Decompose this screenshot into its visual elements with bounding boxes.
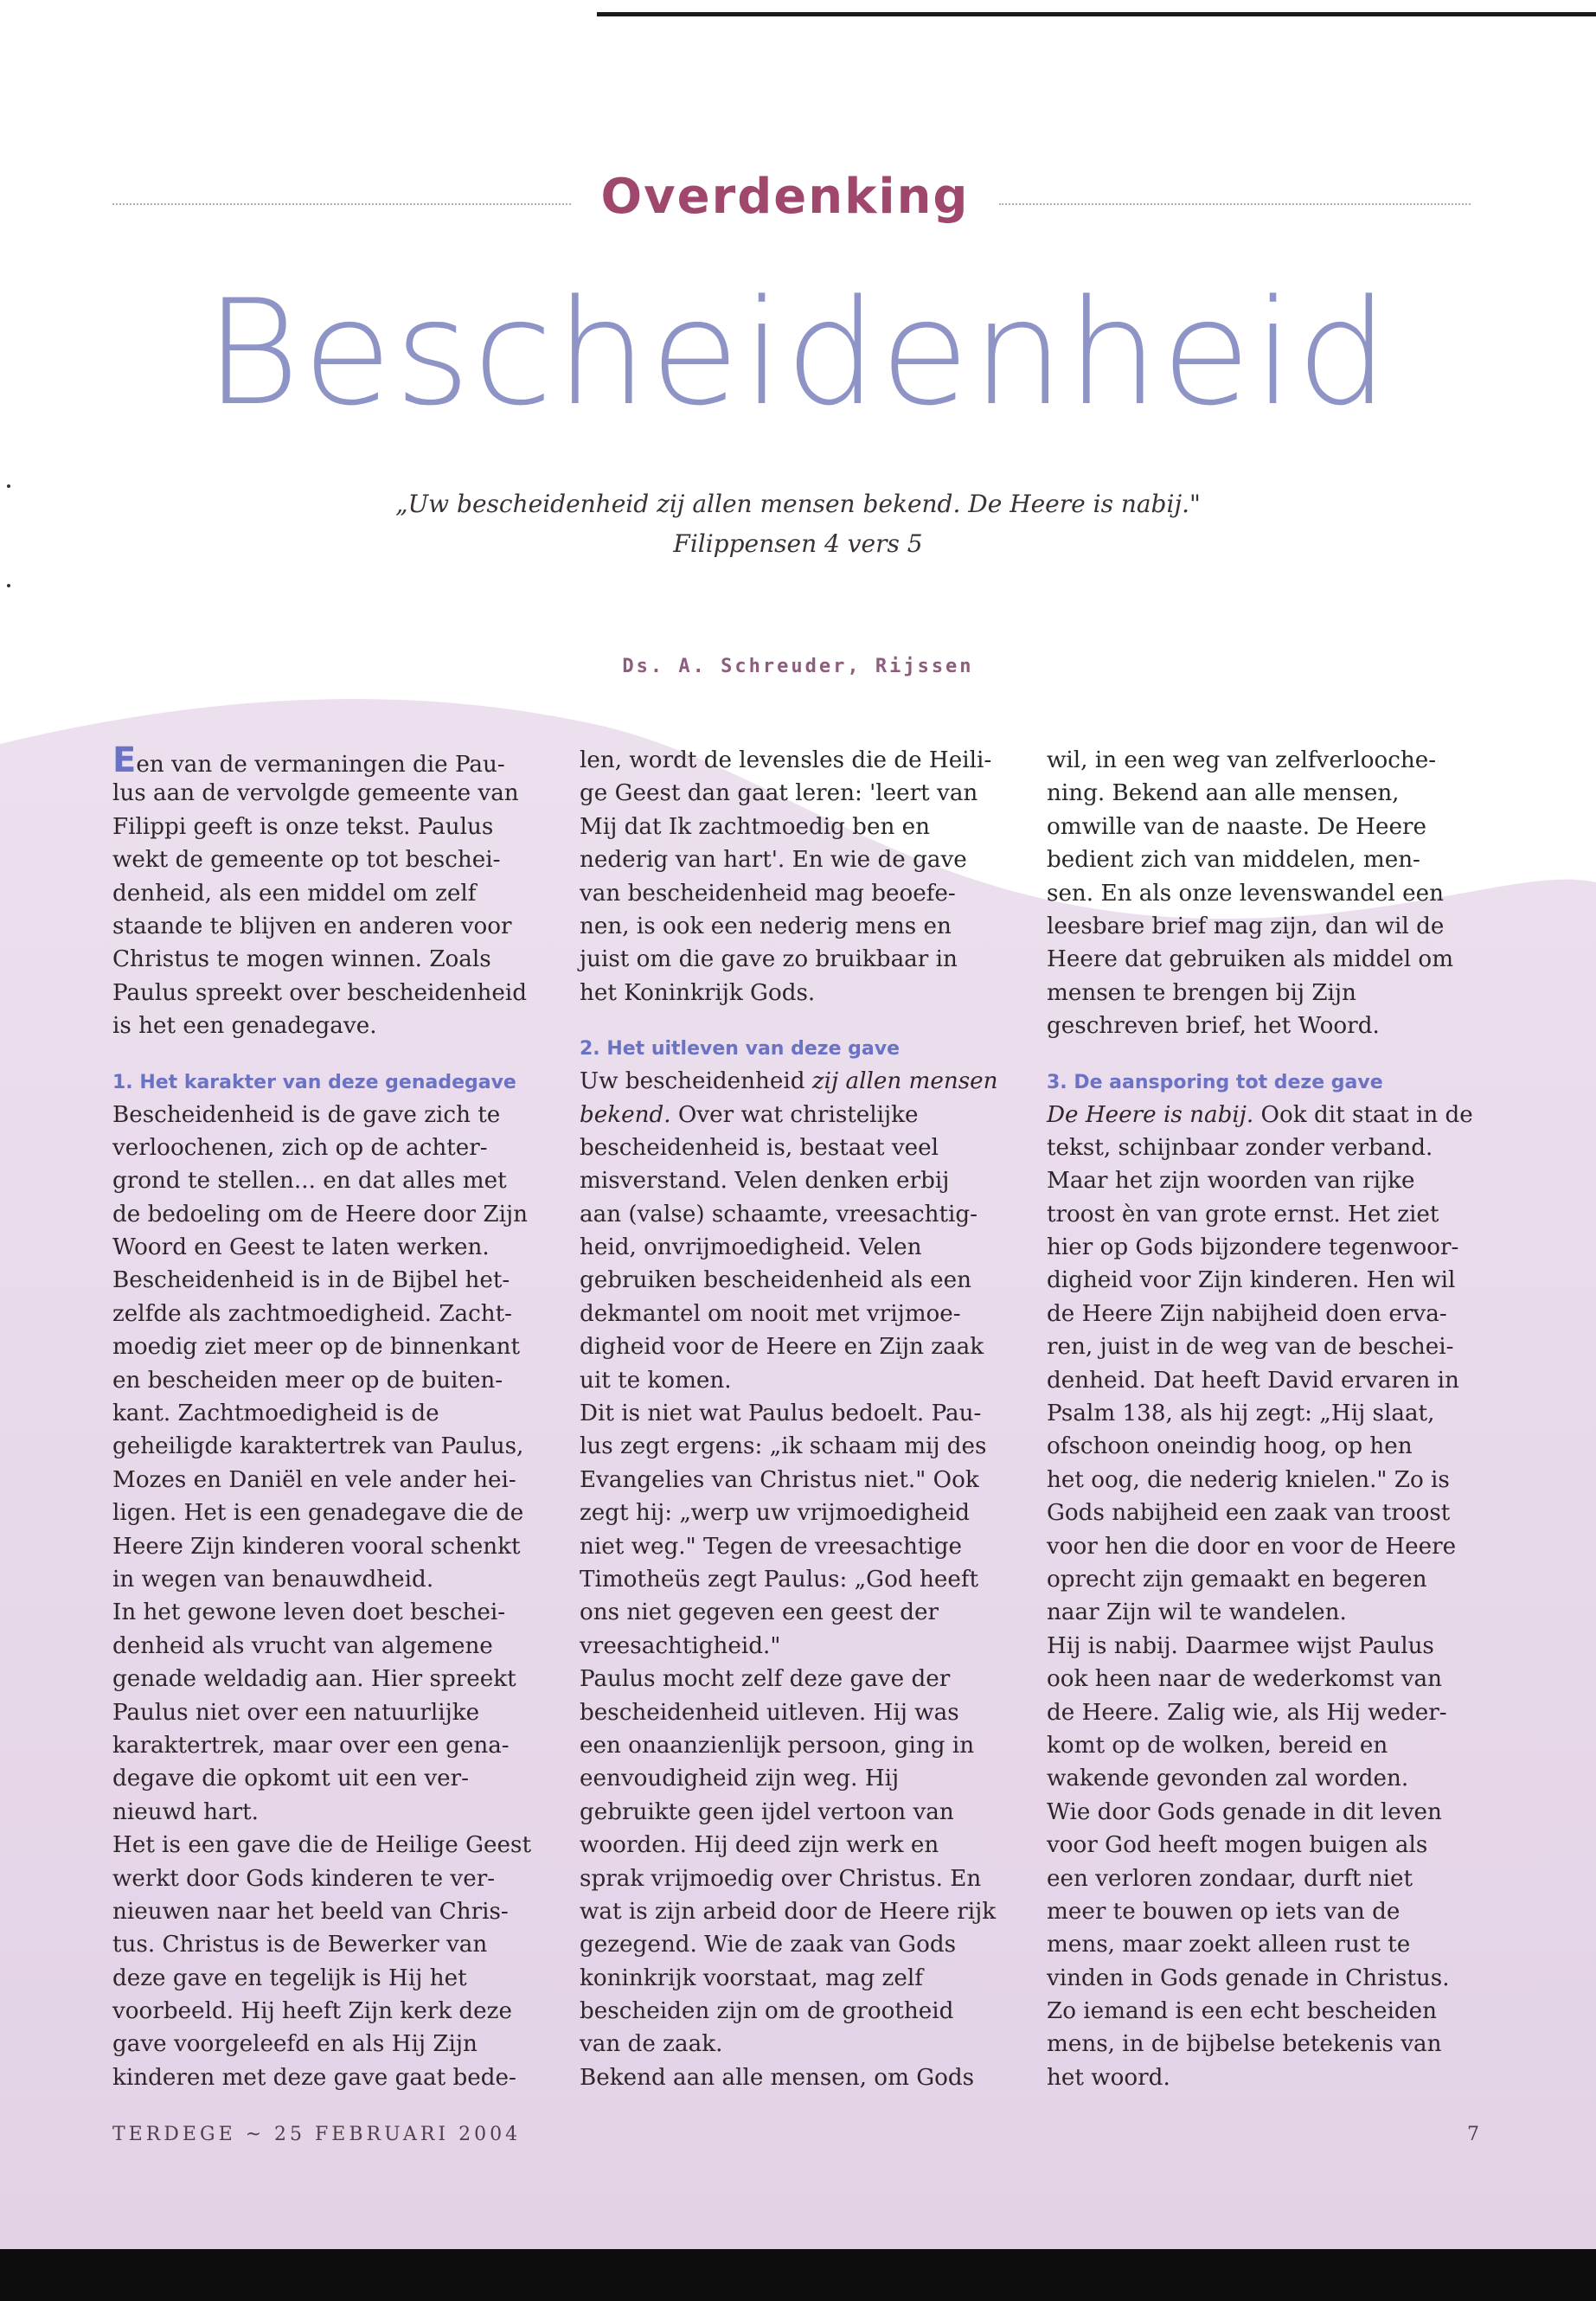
text-line: naar Zijn wil te wandelen. xyxy=(1047,1599,1347,1626)
dotted-rule-right xyxy=(999,203,1471,205)
text-line: Paulus mocht zelf deze gave der xyxy=(580,1666,951,1693)
text-line: bekend. Over wat christelijke xyxy=(580,1101,919,1128)
text-line: Evangelies van Christus niet." Ook xyxy=(580,1466,979,1493)
bottom-bar xyxy=(0,2249,1596,2301)
text-line: Gods nabijheid een zaak van troost xyxy=(1047,1500,1451,1527)
text-line: geheiligde karaktertrek van Paulus, xyxy=(112,1433,524,1460)
text-line: Timotheüs zegt Paulus: „God heeft xyxy=(580,1566,979,1593)
text-line: het woord. xyxy=(1047,2064,1170,2091)
text-line: Christus te mogen winnen. Zoals xyxy=(112,946,491,973)
text-line: gebruiken bescheidenheid als een xyxy=(580,1267,972,1294)
text-line: is het een genadegave. xyxy=(112,1013,377,1040)
text-line: komt op de wolken, bereid en xyxy=(1047,1732,1388,1759)
text-line: Mij dat Ik zachtmoedig ben en xyxy=(580,813,930,840)
text-line: gezegend. Wie de zaak van Gods xyxy=(580,1932,957,1958)
quote-text: „Uw bescheidenheid zij allen mensen bekend. De Heere is nabij." xyxy=(395,490,1201,518)
text-line: Filippi geeft is onze tekst. Paulus xyxy=(112,813,494,840)
text-line: len, wordt de levensles die de Heili- xyxy=(580,747,992,773)
text-line: een onaanzienlijk persoon, ging in xyxy=(580,1732,975,1759)
text-line: In het gewone leven doet beschei- xyxy=(112,1599,506,1626)
text-line: juist om die gave zo bruikbaar in xyxy=(580,946,958,973)
text-line: wakende gevonden zal worden. xyxy=(1047,1766,1409,1792)
text-line: ligen. Het is een genadegave die de xyxy=(112,1500,524,1527)
text-line: De Heere is nabij. Ook dit staat in de xyxy=(1047,1101,1473,1128)
dotted-rule-left xyxy=(112,203,571,205)
text-line: denheid, als een middel om zelf xyxy=(112,880,477,907)
text-line: digheid voor Zijn kinderen. Hen wil xyxy=(1047,1267,1456,1294)
magazine-footer: TERDEGE ~ 25 FEBRUARI 2004 xyxy=(112,2124,522,2145)
text-line: voor God heeft mogen buigen als xyxy=(1047,1832,1428,1859)
text-line: Paulus spreekt over bescheidenheid xyxy=(112,979,527,1006)
text-line: uit te komen. xyxy=(580,1367,732,1394)
text-line: sen. En als onze levenswandel een xyxy=(1047,880,1444,907)
text-line: Dit is niet wat Paulus bedoelt. Pau- xyxy=(580,1400,982,1427)
quote-reference: Filippensen 4 vers 5 xyxy=(673,529,923,558)
text-line: de bedoeling om de Heere door Zijn xyxy=(112,1201,528,1227)
text-line: omwille van de naaste. De Heere xyxy=(1047,813,1427,840)
text-line: en bescheiden meer op de buiten- xyxy=(112,1367,503,1394)
text-line: voor hen die door en voor de Heere xyxy=(1047,1533,1457,1560)
text-line: aan (valse) schaamte, vreesachtig- xyxy=(580,1201,977,1227)
text-line: een verloren zondaar, durft niet xyxy=(1047,1865,1413,1892)
text-column-3 xyxy=(1047,744,1531,2094)
text-line: Heere Zijn kinderen vooral schenkt xyxy=(112,1533,521,1560)
text-line: het oog, die nederig knielen." Zo is xyxy=(1047,1466,1450,1493)
text-line: Zo iemand is een echt bescheiden xyxy=(1047,1998,1437,2025)
text-line: verloochenen, zich op de achter- xyxy=(112,1134,488,1161)
text-line: wat is zijn arbeid door de Heere rijk xyxy=(580,1898,997,1925)
text-line: de Heere Zijn nabijheid doen erva- xyxy=(1047,1300,1447,1327)
text-line: Paulus niet over een natuurlijke xyxy=(112,1699,480,1726)
text-line: bescheiden zijn om de grootheid xyxy=(580,1998,954,2025)
text-line: van bescheidenheid mag beoefe- xyxy=(580,880,956,907)
text-line: niet weg." Tegen de vreesachtige xyxy=(580,1533,962,1560)
text-line: ge Geest dan gaat leren: 'leert van xyxy=(580,780,978,807)
text-line: troost èn van grote ernst. Het ziet xyxy=(1047,1201,1439,1227)
text-line: geschreven brief, het Woord. xyxy=(1047,1013,1380,1040)
text-line: grond te stellen... en dat alles met xyxy=(112,1168,507,1195)
text-line: zegt hij: „werp uw vrijmoedigheid xyxy=(580,1500,970,1527)
text-line: Bescheidenheid is de gave zich te xyxy=(112,1101,501,1128)
text-line: Woord en Geest te laten werken. xyxy=(112,1234,490,1261)
text-line: zelfde als zachtmoedigheid. Zacht- xyxy=(112,1300,513,1327)
text-line: Bescheidenheid is in de Bijbel het- xyxy=(112,1267,510,1294)
bible-quote xyxy=(0,484,1596,564)
text-line: ons niet gegeven een geest der xyxy=(580,1599,939,1626)
text-line: denheid. Dat heeft David ervaren in xyxy=(1047,1367,1459,1394)
text-column-1 xyxy=(112,740,597,2094)
text-line: Heere dat gebruiken als middel om xyxy=(1047,946,1454,973)
text-line: voorbeeld. Hij heeft Zijn kerk deze xyxy=(112,1998,512,2025)
margin-mark xyxy=(7,584,10,587)
article-title: Bescheidenheid xyxy=(204,268,1392,438)
text-line: mensen te brengen bij Zijn xyxy=(1047,979,1356,1006)
text-line: ofschoon oneindig hoog, op hen xyxy=(1047,1433,1413,1460)
drop-cap: E xyxy=(112,740,137,780)
text-line: digheid voor de Heere en Zijn zaak xyxy=(580,1334,984,1361)
text-line: oprecht zijn gemaakt en begeren xyxy=(1047,1566,1427,1593)
text-line: Psalm 138, als hij zegt: „Hij slaat, xyxy=(1047,1400,1435,1427)
text-line: Uw bescheidenheid zij allen mensen xyxy=(580,1068,998,1095)
text-line: degave die opkomt uit een ver- xyxy=(112,1766,469,1792)
text-line: leesbare brief mag zijn, dan wil de xyxy=(1047,913,1445,939)
text-line: lus zegt ergens: „ik schaam mij des xyxy=(580,1433,987,1460)
text-line: mens, in de bijbelse betekenis van xyxy=(1047,2031,1442,2058)
text-line: Hij is nabij. Daarmee wijst Paulus xyxy=(1047,1632,1434,1659)
text-line: vreesachtigheid." xyxy=(580,1632,781,1659)
text-line: genade weldadig aan. Hier spreekt xyxy=(112,1666,516,1693)
text-line: ook heen naar de wederkomst van xyxy=(1047,1666,1443,1693)
first-line: Een van de vermaningen die Pau- xyxy=(112,740,505,780)
text-line: heid, onvrijmoedigheid. Velen xyxy=(580,1234,922,1261)
text-line: nen, is ook een nederig mens en xyxy=(580,913,952,939)
text-line: ning. Bekend aan alle mensen, xyxy=(1047,780,1400,807)
text-line: deze gave en tegelijk is Hij het xyxy=(112,1965,467,1991)
text-line: Wie door Gods genade in dit leven xyxy=(1047,1798,1442,1825)
text-line: nieuwen naar het beeld van Chris- xyxy=(112,1898,509,1925)
author-byline: Ds. A. Schreuder, Rijssen xyxy=(622,656,974,677)
section-heading-2: 2. Het uitleven van deze gave xyxy=(580,1038,901,1061)
section-heading-1: 1. Het karakter van deze genadegave xyxy=(112,1071,516,1093)
text-line: denheid als vrucht van algemene xyxy=(112,1632,493,1659)
text-line: Mozes en Daniël en vele ander hei- xyxy=(112,1466,516,1493)
text-line: wekt de gemeente op tot beschei- xyxy=(112,847,501,874)
text-line: woorden. Hij deed zijn werk en xyxy=(580,1832,939,1859)
text-line: het Koninkrijk Gods. xyxy=(580,979,816,1006)
text-line: bescheidenheid is, bestaat veel xyxy=(580,1134,939,1161)
text-line: misverstand. Velen denken erbij xyxy=(580,1168,950,1195)
text-line: bedient zich van middelen, men- xyxy=(1047,847,1420,874)
text-line: nederig van hart'. En wie de gave xyxy=(580,847,967,874)
text-line: staande te blijven en anderen voor xyxy=(112,913,512,939)
text-line: van de zaak. xyxy=(580,2031,723,2058)
text-line: tekst, schijnbaar zonder verband. xyxy=(1047,1134,1433,1161)
text-line: Bekend aan alle mensen, om Gods xyxy=(580,2064,975,2091)
text-line: tus. Christus is de Bewerker van xyxy=(112,1932,488,1958)
text-line: karaktertrek, maar over een gena- xyxy=(112,1732,510,1759)
section-label: Overdenking xyxy=(600,169,970,225)
text-line: nieuwd hart. xyxy=(112,1798,259,1825)
text-line: dekmantel om nooit met vrijmoe- xyxy=(580,1300,961,1327)
text-line: gebruikte geen ijdel vertoon van xyxy=(580,1798,954,1825)
text-line: bescheidenheid uitleven. Hij was xyxy=(580,1699,959,1726)
text-line: koninkrijk voorstaat, mag zelf xyxy=(580,1965,923,1991)
text-line: eenvoudigheid zijn weg. Hij xyxy=(580,1766,900,1792)
text-line: Het is een gave die de Heilige Geest xyxy=(112,1832,531,1859)
top-rule xyxy=(597,12,1596,16)
text-line: ren, juist in de weg van de beschei- xyxy=(1047,1334,1454,1361)
section-header xyxy=(0,169,1596,238)
text-line: wil, in een weg van zelfverlooche- xyxy=(1047,747,1437,773)
text-line: werkt door Gods kinderen te ver- xyxy=(112,1865,496,1892)
text-line: vinden in Gods genade in Christus. xyxy=(1047,1965,1450,1991)
text-line: sprak vrijmoedig over Christus. En xyxy=(580,1865,982,1892)
text-line: moedig ziet meer op de binnenkant xyxy=(112,1334,521,1361)
text-line: lus aan de vervolgde gemeente van xyxy=(112,780,519,807)
section-heading-3: 3. De aansporing tot deze gave xyxy=(1047,1071,1383,1093)
text-line: mens, maar zoekt alleen rust te xyxy=(1047,1932,1411,1958)
text-line: kant. Zachtmoedigheid is de xyxy=(112,1400,439,1427)
text-column-2 xyxy=(580,744,1064,2094)
text-line: de Heere. Zalig wie, als Hij weder- xyxy=(1047,1699,1447,1726)
text-line: gave voorgeleefd en als Hij Zijn xyxy=(112,2031,478,2058)
text-line: kinderen met deze gave gaat bede- xyxy=(112,2064,516,2091)
text-line: hier op Gods bijzondere tegenwoor- xyxy=(1047,1234,1459,1261)
text-line: Maar het zijn woorden van rijke xyxy=(1047,1168,1415,1195)
text-line: meer te bouwen op iets van de xyxy=(1047,1898,1401,1925)
text-line: in wegen van benauwdheid. xyxy=(112,1566,434,1593)
page-number: 7 xyxy=(1467,2124,1479,2145)
